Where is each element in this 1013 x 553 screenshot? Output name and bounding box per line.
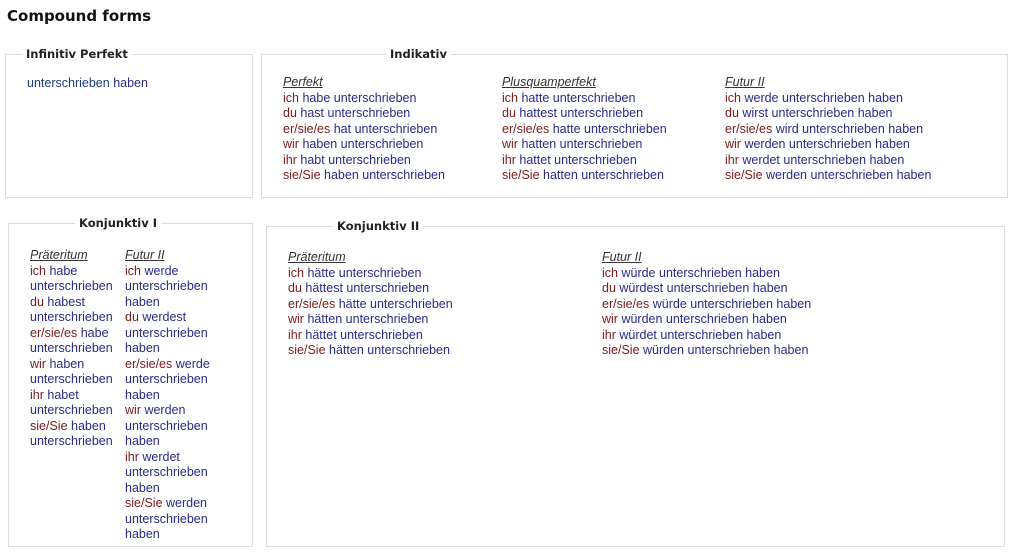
conjugation-row <box>125 357 223 404</box>
column-header: Präteritum <box>288 250 346 264</box>
verb-form: wirst unterschrieben haben <box>742 106 893 120</box>
pronoun: ich <box>502 90 518 105</box>
verb-form: werden unterschrieben haben <box>766 168 932 182</box>
verb-form: haben unterschrieben <box>324 168 445 182</box>
pronoun: sie/Sie <box>283 168 321 182</box>
verb-form: würden unterschrieben haben <box>621 312 787 326</box>
pronoun: sie/Sie <box>502 168 540 182</box>
conjugation-row <box>725 137 931 153</box>
verb-form: hätte unterschrieben <box>307 265 422 280</box>
pronoun: wir <box>283 137 299 151</box>
pronoun: er/sie/es <box>125 356 173 371</box>
pronoun: er/sie/es <box>602 296 650 311</box>
pronoun: sie/Sie <box>288 343 326 357</box>
verb-form: hatten unterschrieben <box>543 168 664 182</box>
verb-form: werde unterschrieben haben <box>125 356 210 402</box>
conjugation-row <box>502 91 667 107</box>
verb-form: haben unterschrieben <box>302 137 424 151</box>
konjunktiv-1-legend: Konjunktiv I <box>75 216 161 230</box>
konjunktiv-2-col-praeteritum <box>288 250 453 359</box>
pronoun: du <box>125 310 139 324</box>
conjugation-row <box>30 295 124 326</box>
pronoun: ich <box>725 90 741 105</box>
infinitiv-participle: unterschrieben <box>27 76 110 90</box>
pronoun: ihr <box>283 152 297 167</box>
conjugation-row <box>125 310 223 357</box>
pronoun: wir <box>725 137 741 151</box>
verb-form: werdest unterschrieben haben <box>125 310 208 355</box>
verb-form: werdet unterschrieben haben <box>125 449 208 495</box>
conjugation-row <box>288 281 453 297</box>
pronoun: du <box>30 294 44 309</box>
conjugation-row <box>502 106 667 122</box>
verb-form: würdest unterschrieben haben <box>619 281 788 295</box>
conjugation-row <box>283 91 445 107</box>
pronoun: du <box>725 106 739 120</box>
column-header: Futur II <box>725 75 765 89</box>
conjugation-row <box>125 450 223 497</box>
indikativ-col-futur-ii <box>725 75 931 184</box>
pronoun: ihr <box>502 152 516 167</box>
verb-form: werden unterschrieben haben <box>744 137 910 151</box>
verb-form: würdet unterschrieben haben <box>619 327 782 342</box>
pronoun: ich <box>602 265 618 280</box>
verb-form: werde unterschrieben haben <box>125 263 208 309</box>
conjugation-row <box>725 106 931 122</box>
pronoun: ihr <box>288 327 302 342</box>
verb-form: habe unterschrieben <box>30 325 113 355</box>
conjugation-row <box>725 91 931 107</box>
verb-form: würde unterschrieben haben <box>652 296 812 311</box>
verb-form: hatte unterschrieben <box>552 121 667 136</box>
verb-form: hätte unterschrieben <box>338 296 453 311</box>
pronoun: er/sie/es <box>30 325 78 340</box>
verb-form: hätten unterschrieben <box>307 312 429 326</box>
pronoun: wir <box>602 312 618 326</box>
verb-form: hättet unterschrieben <box>305 327 423 342</box>
pronoun: ihr <box>30 387 44 402</box>
verb-form: hat unterschrieben <box>333 121 438 136</box>
page-title: Compound forms <box>7 7 152 25</box>
conjugation-row <box>725 153 931 169</box>
pronoun: wir <box>502 137 518 151</box>
verb-form: habe unterschrieben <box>302 90 417 105</box>
pronoun: er/sie/es <box>725 121 773 136</box>
pronoun: sie/Sie <box>725 168 763 182</box>
indikativ-col-perfekt <box>283 75 445 184</box>
conjugation-row <box>602 343 811 359</box>
conjugation-row <box>502 153 667 169</box>
conjugation-row <box>30 326 124 357</box>
verb-form: werde unterschrieben haben <box>744 90 903 105</box>
conjugation-row <box>283 106 445 122</box>
verb-form: habest unterschrieben <box>30 294 113 324</box>
pronoun: ich <box>283 90 299 105</box>
verb-form: werden unterschrieben haben <box>125 403 208 448</box>
verb-form: haben unterschrieben <box>30 356 113 386</box>
conjugation-row <box>125 264 223 311</box>
verb-form: habet unterschrieben <box>30 387 113 417</box>
conjugation-row <box>502 137 667 153</box>
pronoun: wir <box>125 403 141 417</box>
pronoun: sie/Sie <box>602 343 640 357</box>
conjugation-row <box>602 266 811 282</box>
column-header: Futur II <box>602 250 642 264</box>
conjugation-row <box>283 168 445 184</box>
konjunktiv-2-col-futur-ii <box>602 250 811 359</box>
verb-form: haben unterschrieben <box>30 418 113 448</box>
konjunktiv-1-col-futur-ii <box>125 248 223 543</box>
konjunktiv-1-col-praeteritum <box>30 248 124 450</box>
pronoun: er/sie/es <box>283 121 331 136</box>
pronoun: du <box>283 106 297 120</box>
verb-form: hatte unterschrieben <box>521 90 636 105</box>
indikativ-box <box>261 47 1008 198</box>
conjugation-row <box>602 312 811 328</box>
conjugation-row <box>125 403 223 450</box>
pronoun: er/sie/es <box>288 296 336 311</box>
pronoun: du <box>288 281 302 295</box>
infinitiv-perfekt-legend: Infinitiv Perfekt <box>22 47 132 61</box>
verb-form: hättest unterschrieben <box>305 281 430 295</box>
infinitiv-aux: haben <box>113 76 148 90</box>
pronoun: ich <box>30 263 46 278</box>
infinitiv-perfekt-form <box>27 76 148 92</box>
conjugation-row <box>30 388 124 419</box>
conjugation-row <box>30 264 124 295</box>
indikativ-col-plusquamperfekt <box>502 75 667 184</box>
pronoun: ihr <box>602 327 616 342</box>
konjunktiv-2-legend: Konjunktiv II <box>333 219 423 233</box>
conjugation-row <box>125 496 223 543</box>
column-header: Plusquamperfekt <box>502 75 596 89</box>
conjugation-row <box>602 281 811 297</box>
verb-form: hätten unterschrieben <box>329 343 450 357</box>
verb-form: hattet unterschrieben <box>519 152 637 167</box>
column-header: Präteritum <box>30 248 88 262</box>
conjugation-row <box>725 122 931 138</box>
conjugation-row <box>288 297 453 313</box>
verb-form: habt unterschrieben <box>300 152 411 167</box>
verb-form: hast unterschrieben <box>300 106 411 120</box>
pronoun: sie/Sie <box>30 418 68 433</box>
column-header: Perfekt <box>283 75 323 89</box>
conjugation-row <box>30 357 124 388</box>
pronoun: ihr <box>725 152 739 167</box>
indikativ-legend: Indikativ <box>386 47 451 61</box>
verb-form: würden unterschrieben haben <box>643 343 809 357</box>
konjunktiv-1-box <box>8 216 253 547</box>
column-header: Futur II <box>125 248 165 262</box>
conjugation-row <box>288 328 453 344</box>
pronoun: du <box>502 106 516 120</box>
pronoun: ich <box>125 263 141 278</box>
verb-form: werdet unterschrieben haben <box>742 152 905 167</box>
conjugation-row <box>602 328 811 344</box>
konjunktiv-2-box <box>266 219 1005 547</box>
conjugation-row <box>283 122 445 138</box>
conjugation-row <box>602 297 811 313</box>
pronoun: ihr <box>125 449 139 464</box>
conjugation-row <box>502 122 667 138</box>
conjugation-row <box>725 168 931 184</box>
verb-form: habe unterschrieben <box>30 263 113 293</box>
pronoun: wir <box>288 312 304 326</box>
pronoun: du <box>602 281 616 295</box>
conjugation-row <box>283 137 445 153</box>
conjugation-row <box>288 312 453 328</box>
conjugation-row <box>283 153 445 169</box>
pronoun: ich <box>288 265 304 280</box>
verb-form: wird unterschrieben haben <box>775 121 924 136</box>
conjugation-row <box>30 419 124 450</box>
verb-form: hattest unterschrieben <box>519 106 644 120</box>
conjugation-row <box>502 168 667 184</box>
verb-form: hatten unterschrieben <box>521 137 643 151</box>
pronoun: er/sie/es <box>502 121 550 136</box>
verb-form: würde unterschrieben haben <box>621 265 780 280</box>
conjugation-row <box>288 266 453 282</box>
verb-form: werden unterschrieben haben <box>125 496 208 541</box>
infinitiv-perfekt-box <box>5 47 253 198</box>
conjugation-row <box>288 343 453 359</box>
pronoun: sie/Sie <box>125 496 163 510</box>
pronoun: wir <box>30 356 46 371</box>
